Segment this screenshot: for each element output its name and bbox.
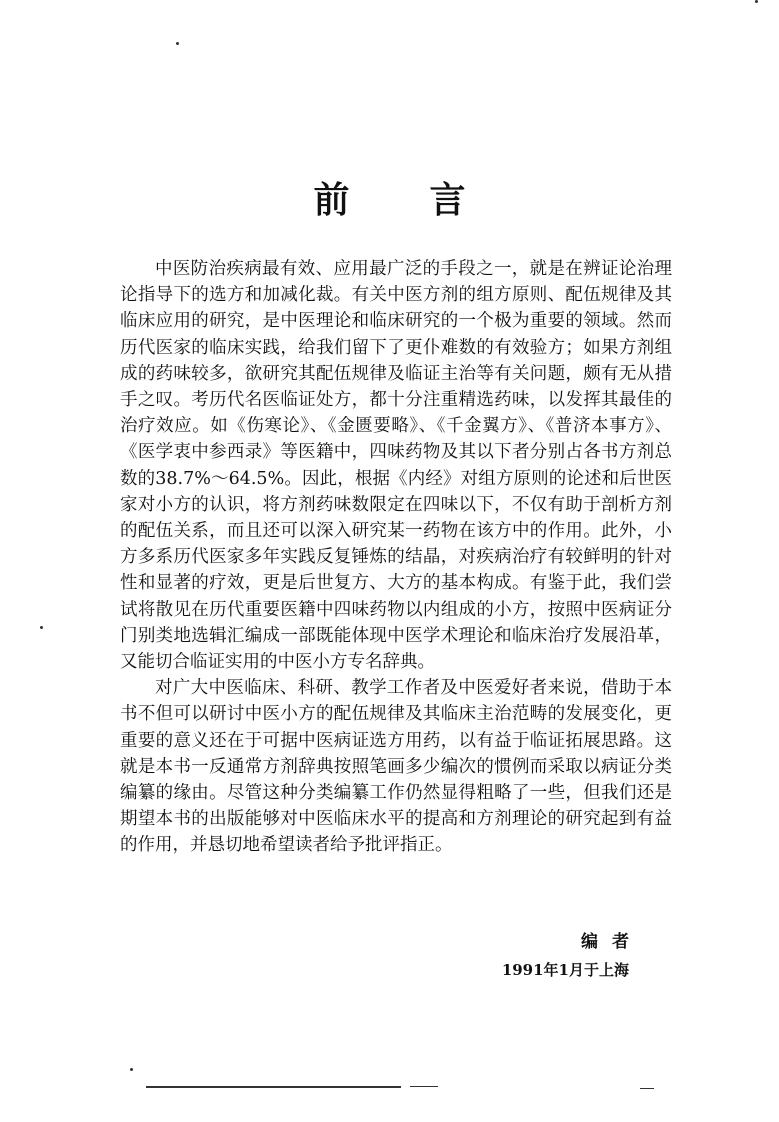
footer-rule-short: [410, 1086, 438, 1087]
preface-paragraph-2: 对广大中医临床、科研、教学工作者及中医爱好者来说，借助于本书不但可以研讨中医小方的配伍规律及其临床主治范畴的发展变化，更重要的意义还在于可据中医病证选方用药，以有益于临证拓展思路。这就是本书一反通常方剂辞典按照笔画多少编次的惯例而采取以病证分类编纂的缘由。尽管这种分类编纂工作仍然显得粗略了一些，但我们还是期望本书的出版能够对中医临床水平的提高和方剂理论的研究起到有益的作用，并恳切地希望读者给予批评指正。: [120, 678, 672, 856]
title-char-2: 言: [429, 179, 466, 221]
scan-speck: [755, 0, 758, 3]
footer-rule: [146, 1086, 401, 1088]
page-title: [0, 178, 779, 222]
preface-paragraph-1: 中医防治疾病最有效、应用最广泛的手段之一，就是在辨证论治理论指导下的选方和加减化裁。有关中医方剂的组方原则、配伍规律及其临床应用的研究，是中医理论和临床研究的一个极为重要的领域。然而历代医家的临床实践，给我们留下了更仆难数的有效验方；如果方剂组成的药味较多，欲研究其配伍规律及临证主治等有关问题，颇有无从措手之叹。考历代名医临证处方，都十分注重精选药味，以发挥其最佳的治疗效应。如《伤寒论》、《金匮要略》、《千金翼方》、《普济本事方》、《医学衷中参西录》等医籍中，四味药物及其以下者分别占各书方剂总数的38.7%～64.5%。因此，根据《内经》对组方原则的论述和后世医家对小方的认识，将方剂药味数限定在四味以下，不仅有助于剖析方剂的配伍关系，而且还可以深入研究某一药物在该方中的作用。此外，小方多系历代医家多年实践反复锤炼的结晶，对疾病治疗有较鲜明的针对性和显著的疗效，更是后世复方、大方的基本构成。有鉴于此，我们尝试将散见在历代重要医籍中四味药物以内组成的小方，按照中医病证分门别类地选辑汇编成一部既能体现中医学术理论和临床治疗发展沿革，又能切合临证实用的中医小方专名辞典。: [120, 259, 672, 673]
signature-block: [501, 928, 643, 984]
title-char-1: 前: [313, 179, 350, 221]
preface-body: [120, 256, 672, 859]
scan-speck: [130, 1068, 133, 1071]
scan-speck: [176, 42, 179, 45]
scan-speck: [40, 626, 43, 629]
signature-date: 1991年1月于上海: [501, 961, 629, 979]
footer-rule-mark: [640, 1088, 654, 1089]
signature-author: 编者: [581, 932, 643, 952]
